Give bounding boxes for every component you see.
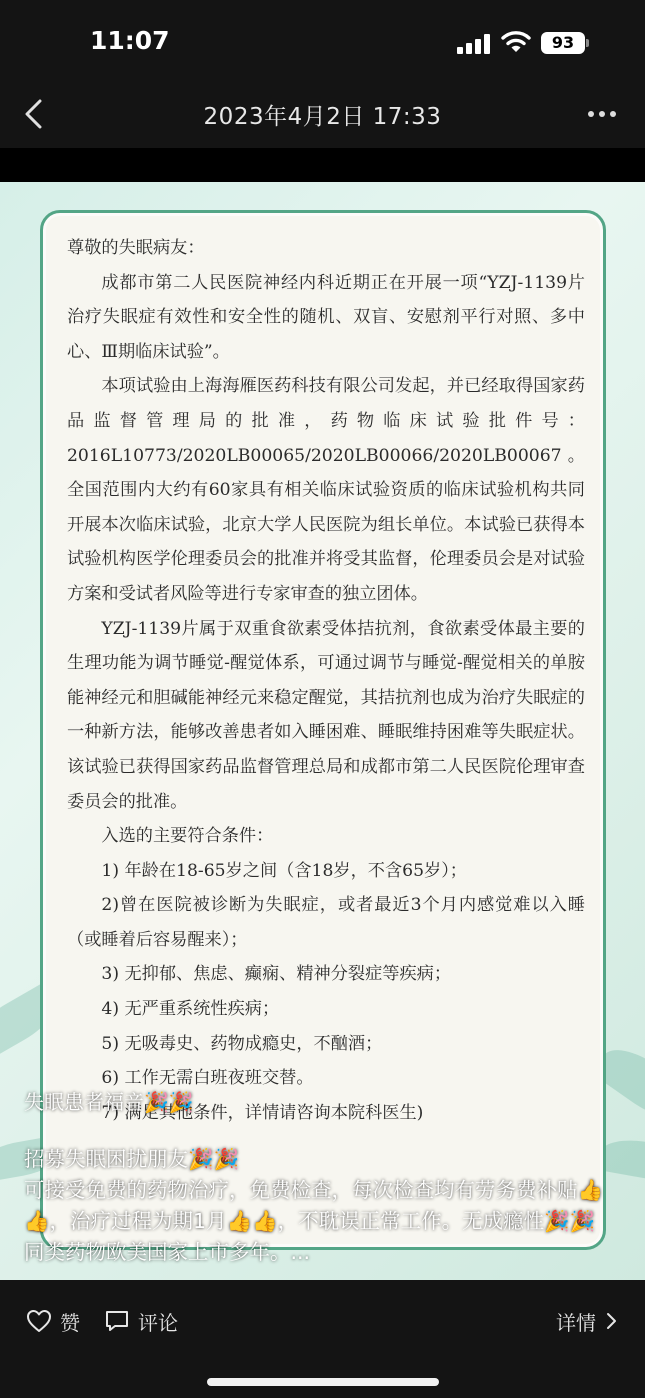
details-button[interactable] bbox=[556, 1306, 618, 1336]
comment-label: 评论 bbox=[138, 1310, 178, 1335]
battery-icon: 93 bbox=[541, 32, 585, 54]
document-paragraph: 入选的主要符合条件： bbox=[101, 826, 274, 847]
document-paragraph: 5) 无吸毒史、药物成瘾史，不酗酒； bbox=[101, 1033, 383, 1054]
document-paragraph: 1) 年龄在18-65岁之间（含18岁，不含65岁）； bbox=[101, 860, 467, 881]
nav-bar bbox=[0, 80, 645, 148]
bottom-bar bbox=[0, 1280, 645, 1398]
like-button[interactable] bbox=[26, 1306, 80, 1336]
caption-body[interactable] bbox=[24, 1144, 614, 1268]
comment-button[interactable] bbox=[104, 1306, 178, 1336]
status-time: 11:07 bbox=[90, 26, 170, 55]
home-indicator[interactable] bbox=[207, 1378, 439, 1386]
details-label: 详情 bbox=[556, 1310, 596, 1335]
status-bar bbox=[0, 0, 645, 80]
caption-title: 失眠患者福音🎉🎉 bbox=[24, 1090, 194, 1114]
heart-icon bbox=[26, 1309, 52, 1333]
caption-line: 可接受免费的药物治疗，免费检查，每次检查均有劳务费补贴👍👍，治疗过程为期1月👍👍，不耽误正常工作。无成瘾性🎉🎉同类药物欧美国家上市多年。... bbox=[24, 1178, 604, 1264]
more-button[interactable] bbox=[582, 100, 622, 128]
document-paragraph: 成都市第二人民医院神经内科近期正在开展一项“YZJ-1139片治疗失眠症有效性和安全性的随机、双盲、安慰剂平行对照、多中心、Ⅲ期临床试验”。 bbox=[67, 272, 585, 362]
document-paragraph: 尊敬的失眠病友： bbox=[67, 238, 205, 258]
battery-tip bbox=[586, 39, 589, 47]
caption-line: 招募失眠困扰朋友🎉🎉 bbox=[24, 1147, 240, 1171]
document-paragraph: 3) 无抑郁、焦虑、癫痫、精神分裂症等疾病； bbox=[101, 964, 452, 985]
document-paragraph: 6) 工作无需白班夜班交替。 bbox=[101, 1068, 314, 1089]
post-timestamp: 2023年4月2日 17:33 bbox=[203, 104, 442, 130]
like-label: 赞 bbox=[60, 1310, 80, 1335]
signal-icon bbox=[457, 34, 491, 54]
document-paragraph: 7) 满足其他条件，详情请咨询本院科医生) bbox=[101, 1102, 424, 1123]
wifi-icon bbox=[501, 30, 531, 54]
document-paragraph: 本项试验由上海海雁医药科技有限公司发起，并已经取得国家药品监督管理局的批准，药物临床试验批件号：2016L10773/2020LB00065/2020LB00066/2020LB00067。全国范围内大约有60家具有相关临床试验资质的临床试验机构共同开展本次临床试验，北京大学人民医院为组长单位。本试验已获得本试验机构医学伦理委员会的批准并将受其监督，伦理委员会是对试验方案和受试者风险等进行专家审查的独立团体。 bbox=[67, 376, 585, 604]
comment-icon bbox=[104, 1309, 130, 1333]
chevron-right-icon bbox=[604, 1310, 618, 1332]
document-paragraph: 4) 无严重系统性疾病； bbox=[101, 999, 280, 1020]
document-text bbox=[67, 231, 585, 1130]
post-caption bbox=[0, 1080, 645, 1280]
document-paragraph: 2)曾在医院被诊断为失眠症，或者最近3个月内感觉难以入睡（或睡着后容易醒来）； bbox=[67, 895, 585, 950]
document-paragraph: YZJ-1139片属于双重食欲素受体拮抗剂，食欲素受体最主要的生理功能为调节睡觉-醒觉体系，可通过调节与睡觉-醒觉相关的单胺能神经元和胆碱能神经元来稳定醒觉，其拮抗剂也成为治疗失眠症的一种新方法，能够改善患者如入睡困难、睡眠维持困难等失眠症状。该试验已获得国家药品监督管理总局和成都市第二人民医院伦理审查委员会的批准。 bbox=[67, 618, 585, 812]
